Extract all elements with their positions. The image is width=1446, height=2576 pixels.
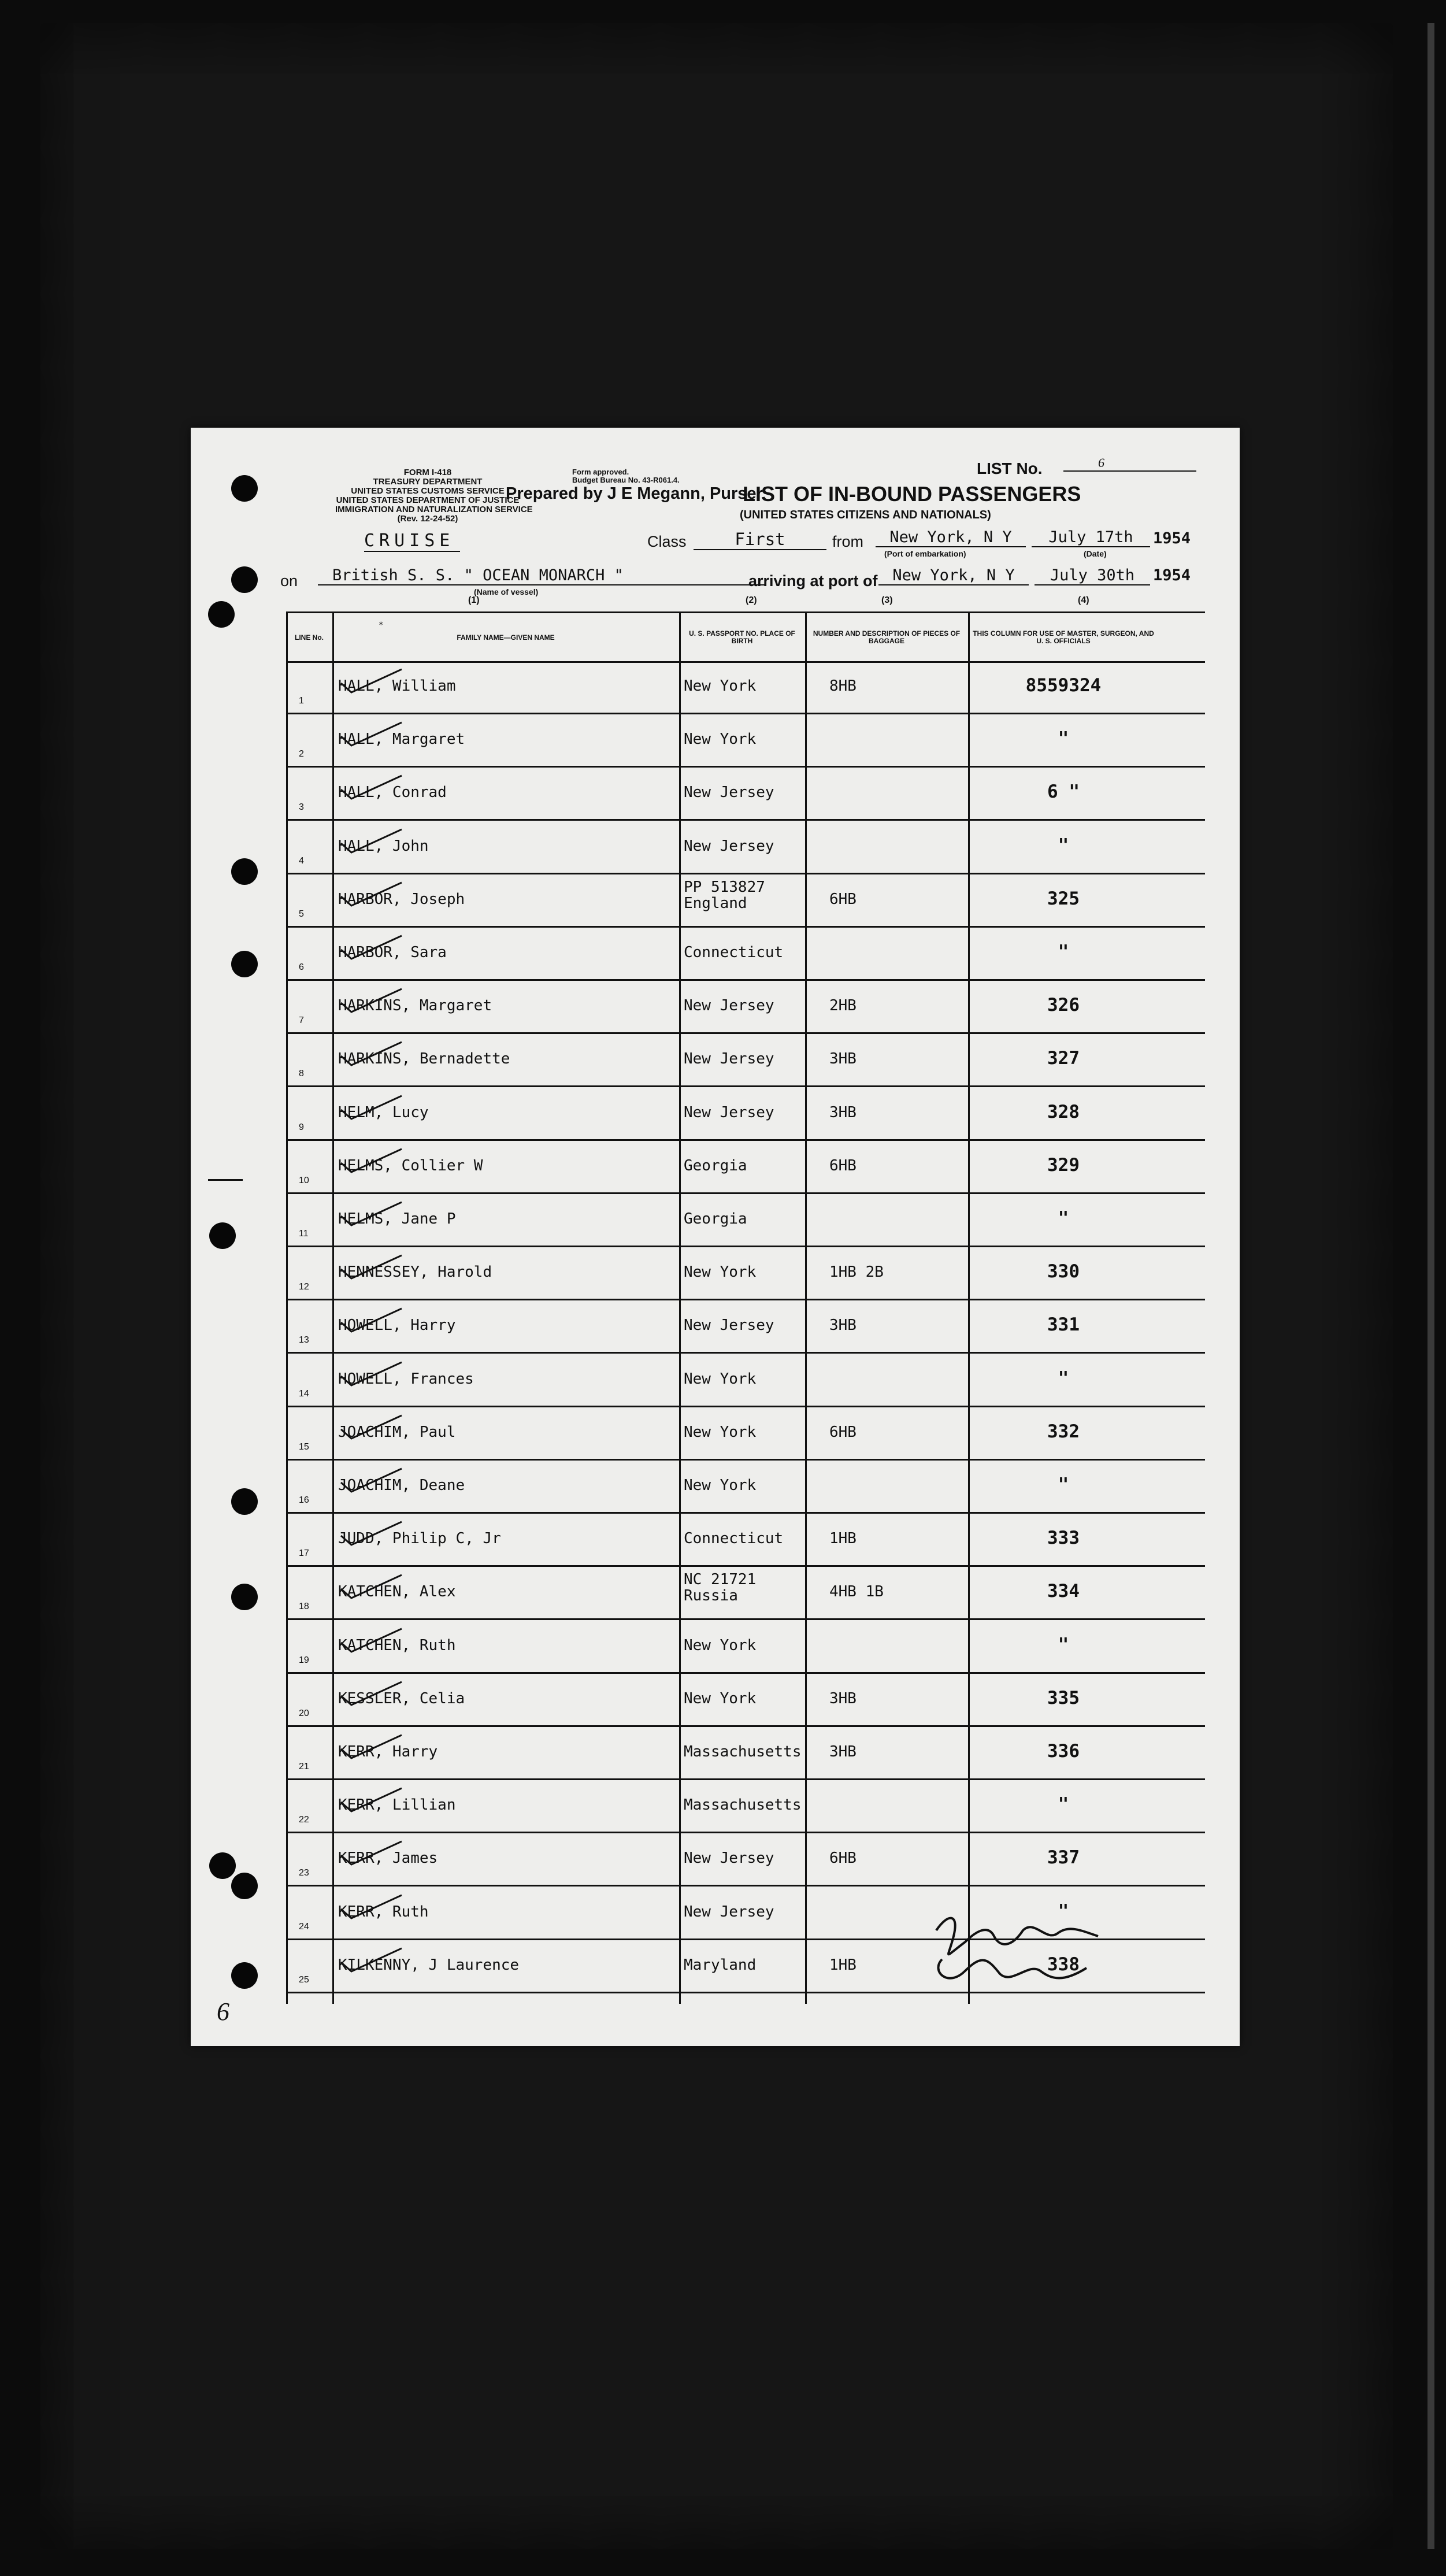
column-number: (2)	[746, 595, 757, 605]
check-mark	[318, 1892, 405, 1919]
table-row	[286, 928, 1205, 981]
baggage-count: 3HB	[829, 1689, 857, 1707]
table-row	[286, 661, 1205, 714]
punch-hole	[231, 1584, 258, 1610]
line-number: 17	[299, 1548, 309, 1559]
passport-birthplace: Massachusetts	[684, 1796, 802, 1814]
punch-hole	[231, 566, 258, 593]
official-use-entry: 327	[1047, 1048, 1080, 1069]
official-use-entry: 336	[1047, 1741, 1080, 1762]
vessel-name: British S. S. " OCEAN MONARCH "	[318, 566, 766, 585]
official-use-entry: 332	[1047, 1421, 1080, 1442]
arrival-port: New York, N Y	[878, 566, 1029, 585]
column-number: (3)	[881, 595, 893, 605]
table-row	[286, 1674, 1205, 1727]
line-number: 5	[299, 909, 304, 919]
official-use-entry: "	[1058, 1367, 1069, 1389]
table-row	[286, 1034, 1205, 1087]
check-mark	[318, 932, 405, 960]
arrival-date: July 30th	[1035, 566, 1150, 585]
passenger-name: JOACHIM, Paul	[338, 1423, 456, 1441]
official-use-entry: 8559324	[1025, 675, 1102, 696]
table-row	[286, 1727, 1205, 1780]
line-number: 21	[299, 1762, 309, 1771]
line-number: 3	[299, 802, 304, 813]
check-mark	[318, 1039, 405, 1066]
baggage-count: 3HB	[829, 1317, 857, 1335]
line-number: 23	[299, 1868, 309, 1878]
table-row	[286, 1354, 1205, 1407]
list-no-value: 6	[1063, 455, 1196, 472]
table-row	[286, 1567, 1205, 1620]
check-mark	[318, 1412, 405, 1440]
baggage-count: 3HB	[829, 1050, 857, 1068]
check-mark	[318, 1678, 405, 1706]
check-mark	[318, 985, 405, 1013]
check-mark	[318, 1625, 405, 1653]
line-number: 12	[299, 1282, 309, 1292]
baggage-count: 1HB 2B	[829, 1263, 884, 1281]
line-number: 7	[299, 1015, 304, 1026]
passport-birthplace: Georgia	[684, 1210, 747, 1228]
prepared-by: Prepared by J E Megann, Purser	[506, 484, 763, 503]
passport-birthplace: NC 21721 Russia	[684, 1571, 757, 1605]
budget-bureau-no: Budget Bureau No. 43-R061.4.	[572, 476, 680, 484]
line-number: 1	[299, 696, 304, 706]
passenger-name: HARKINS, Margaret	[338, 997, 492, 1015]
passenger-name: HARKINS, Bernadette	[338, 1050, 510, 1068]
form-approved: Form approved.	[572, 468, 629, 476]
passenger-name: KESSLER, Celia	[338, 1689, 465, 1707]
passenger-name: KILKENNY, J Laurence	[338, 1956, 520, 1974]
check-mark	[318, 1252, 405, 1280]
passenger-name: HOWELL, Frances	[338, 1370, 474, 1388]
line-number: 14	[299, 1388, 309, 1399]
date-caption: (Date)	[1084, 549, 1107, 558]
table-row	[286, 1833, 1205, 1886]
official-use-entry: 330	[1047, 1261, 1080, 1283]
official-use-entry: 325	[1047, 888, 1080, 909]
line-number: 11	[299, 1229, 309, 1239]
check-mark	[318, 1305, 405, 1333]
table-row	[286, 981, 1205, 1034]
line-number: 13	[299, 1335, 309, 1346]
table-row	[286, 1621, 1205, 1674]
line-number: 16	[299, 1495, 309, 1505]
passport-birthplace: New Jersey	[684, 1849, 774, 1867]
col-header-passport: U. S. PASSPORT NO. PLACE OF BIRTH	[689, 629, 795, 645]
passport-birthplace: New York	[684, 1689, 757, 1707]
passport-birthplace: New Jersey	[684, 837, 774, 855]
revision-date: (Rev. 12-24-52)	[397, 514, 458, 524]
passport-birthplace: New Jersey	[684, 1317, 774, 1335]
official-use-entry: 338	[1047, 1954, 1080, 1975]
punch-hole	[231, 1962, 258, 1989]
class-value: First	[694, 529, 826, 550]
embarkation-port: New York, N Y	[876, 528, 1026, 547]
line-number: 10	[299, 1175, 309, 1185]
arriving-label: arriving at port of	[748, 572, 878, 590]
justice-dept: UNITED STATES DEPARTMENT OF JUSTICE	[336, 495, 520, 505]
table-row	[286, 768, 1205, 821]
customs-service: UNITED STATES CUSTOMS SERVICE	[351, 486, 505, 496]
table-row	[286, 1780, 1205, 1833]
official-use-entry: 329	[1047, 1154, 1080, 1176]
punch-hole	[209, 1222, 236, 1249]
list-no-label: LIST No.	[977, 459, 1043, 477]
baggage-count: 1HB	[829, 1956, 857, 1974]
baggage-count: 4HB 1B	[829, 1583, 884, 1601]
passenger-manifest-sheet	[191, 428, 1240, 2046]
official-use-entry: "	[1058, 942, 1069, 962]
passenger-name: KERR, Harry	[338, 1743, 438, 1760]
check-mark	[318, 826, 405, 854]
line-number: 24	[299, 1921, 309, 1932]
official-use-entry: "	[1058, 1208, 1069, 1229]
passenger-name: KATCHEN, Ruth	[338, 1636, 456, 1654]
baggage-count: 6HB	[829, 1849, 857, 1867]
table-row	[286, 1088, 1205, 1141]
passport-birthplace: New York	[684, 1263, 757, 1281]
line-number: 2	[299, 749, 304, 759]
official-use-entry: "	[1058, 1900, 1069, 1922]
baggage-count: 6HB	[829, 890, 857, 908]
baggage-count: 1HB	[829, 1530, 857, 1548]
table-row	[286, 1194, 1205, 1247]
passenger-name: KATCHEN, Alex	[338, 1583, 456, 1601]
check-mark	[318, 1465, 405, 1493]
official-use-entry: 326	[1047, 995, 1080, 1016]
arrival-year: 1954	[1153, 566, 1191, 584]
passport-birthplace: PP 513827 England	[684, 878, 765, 912]
class-label: Class	[647, 533, 687, 550]
passport-birthplace: New York	[684, 1370, 757, 1388]
passport-birthplace: New Jersey	[684, 1903, 774, 1921]
vessel-caption: (Name of vessel)	[474, 587, 539, 596]
passport-birthplace: Connecticut	[684, 944, 784, 961]
punch-hole	[231, 1488, 258, 1515]
official-use-entry: "	[1058, 835, 1069, 856]
line-number: 15	[299, 1441, 309, 1452]
punch-hole	[231, 1873, 258, 1899]
official-use-entry: 337	[1047, 1847, 1080, 1869]
port-caption: (Port of embarkation)	[884, 549, 966, 558]
punch-hole	[208, 601, 235, 628]
line-number: 19	[299, 1655, 309, 1665]
passenger-name: KERR, James	[338, 1849, 438, 1867]
line-number: 8	[299, 1069, 304, 1079]
table-row	[286, 714, 1205, 768]
official-use-entry: 333	[1047, 1528, 1080, 1549]
line-number: 4	[299, 855, 304, 866]
official-use-entry: "	[1058, 1474, 1069, 1495]
passenger-name: JUDD, Philip C, Jr	[338, 1530, 501, 1548]
official-use-entry: "	[1058, 1794, 1069, 1815]
officer-signature	[925, 1907, 1115, 1994]
passenger-name: HALL, William	[338, 677, 456, 695]
col-header-baggage: NUMBER AND DESCRIPTION OF PIECES OF BAGGAGE	[813, 629, 961, 645]
passport-birthplace: Maryland	[684, 1956, 757, 1974]
official-use-entry: 6 "	[1047, 781, 1080, 803]
passenger-name: HARBOR, Joseph	[338, 890, 465, 908]
official-use-entry: 328	[1047, 1101, 1080, 1122]
check-mark	[318, 1571, 405, 1599]
passport-birthplace: New York	[684, 677, 757, 695]
check-mark	[318, 1199, 405, 1226]
check-mark	[318, 1838, 405, 1866]
passport-birthplace: New York	[684, 1636, 757, 1654]
table-row	[286, 1407, 1205, 1461]
passport-birthplace: New York	[684, 731, 757, 748]
baggage-count: 2HB	[829, 997, 857, 1015]
cruise-stamp: CRUISE	[364, 531, 460, 552]
check-mark	[318, 719, 405, 747]
column-number: (4)	[1078, 595, 1089, 605]
margin-mark	[208, 1179, 243, 1181]
official-use-entry: 331	[1047, 1314, 1080, 1336]
passenger-name: HENNESSEY, Harold	[338, 1263, 492, 1281]
passenger-name: JOACHIM, Deane	[338, 1477, 465, 1494]
col-header-official: THIS COLUMN FOR USE OF MASTER, SURGEON, AND U. S. OFFICIALS	[973, 629, 1154, 645]
passenger-name: HALL, John	[338, 837, 429, 855]
passenger-name: KERR, Lillian	[338, 1796, 456, 1814]
passport-birthplace: New York	[684, 1423, 757, 1441]
document-subtitle: (UNITED STATES CITIZENS AND NATIONALS)	[740, 509, 991, 521]
baggage-count: 8HB	[829, 677, 857, 695]
check-mark	[318, 1945, 405, 1973]
passport-birthplace: New Jersey	[684, 1103, 774, 1121]
form-number: FORM I-418	[403, 468, 452, 477]
table-header	[286, 614, 1205, 663]
ins-service: IMMIGRATION AND NATURALIZATION SERVICE	[335, 505, 533, 514]
official-use-entry: "	[1058, 728, 1069, 750]
baggage-count: 3HB	[829, 1743, 857, 1760]
passenger-name: KERR, Ruth	[338, 1903, 429, 1921]
col-header-line: LINE No.	[295, 633, 324, 642]
on-label: on	[280, 572, 298, 590]
passport-birthplace: Connecticut	[684, 1530, 784, 1548]
check-mark	[318, 879, 405, 907]
check-mark	[318, 772, 405, 800]
official-use-entry: 334	[1047, 1581, 1080, 1602]
passenger-name: HELM, Lucy	[338, 1103, 429, 1121]
passport-birthplace: New Jersey	[684, 997, 774, 1015]
line-number: 6	[299, 962, 304, 972]
table-row	[286, 1247, 1205, 1300]
baggage-count: 3HB	[829, 1103, 857, 1121]
check-mark	[318, 1092, 405, 1120]
margin-note: 6	[217, 1997, 229, 2026]
departure-year: 1954	[1153, 529, 1191, 547]
check-mark	[318, 1359, 405, 1387]
table-row	[286, 874, 1205, 928]
column-number: (1)	[468, 595, 480, 605]
passenger-name: HELMS, Collier W	[338, 1157, 483, 1174]
from-label: from	[832, 533, 863, 550]
table-row	[286, 1300, 1205, 1354]
budget-approval	[572, 468, 680, 484]
passenger-name: HELMS, Jane P	[338, 1210, 456, 1228]
document-title: LIST OF IN-BOUND PASSENGERS	[743, 482, 1081, 506]
line-number: 20	[299, 1708, 309, 1718]
passport-birthplace: New Jersey	[684, 784, 774, 802]
col-header-name: FAMILY NAME—GIVEN NAME	[457, 633, 555, 642]
check-mark	[318, 1785, 405, 1813]
punch-hole	[231, 951, 258, 977]
asterisk-mark: *	[379, 621, 384, 630]
baggage-count: 6HB	[829, 1423, 857, 1441]
official-use-entry: "	[1058, 1634, 1069, 1655]
table-row	[286, 1461, 1205, 1514]
check-mark	[318, 666, 405, 694]
film-edge	[1428, 23, 1434, 2549]
line-number: 25	[299, 1974, 309, 1985]
passenger-name: HALL, Margaret	[338, 731, 465, 748]
official-use-entry: 335	[1047, 1687, 1080, 1708]
form-identification	[335, 468, 533, 524]
check-mark	[318, 1732, 405, 1759]
table-row	[286, 1141, 1205, 1194]
punch-hole	[231, 858, 258, 885]
baggage-count: 6HB	[829, 1157, 857, 1174]
passenger-name: HARBOR, Sara	[338, 944, 447, 961]
line-number: 18	[299, 1602, 309, 1612]
punch-hole	[231, 475, 258, 502]
passport-birthplace: Massachusetts	[684, 1743, 802, 1760]
passenger-name: HALL, Conrad	[338, 784, 447, 802]
table-row	[286, 821, 1205, 874]
line-number: 9	[299, 1122, 304, 1132]
passenger-name: HOWELL, Harry	[338, 1317, 456, 1335]
check-mark	[318, 1518, 405, 1546]
punch-hole	[209, 1852, 236, 1879]
passport-birthplace: Georgia	[684, 1157, 747, 1174]
passport-birthplace: New Jersey	[684, 1050, 774, 1068]
table-top-rule	[286, 611, 1205, 613]
table-row	[286, 1514, 1205, 1567]
line-number: 22	[299, 1815, 309, 1825]
treasury-dept: TREASURY DEPARTMENT	[373, 477, 483, 487]
passport-birthplace: New York	[684, 1477, 757, 1494]
departure-date: July 17th	[1032, 528, 1150, 547]
check-mark	[318, 1146, 405, 1173]
